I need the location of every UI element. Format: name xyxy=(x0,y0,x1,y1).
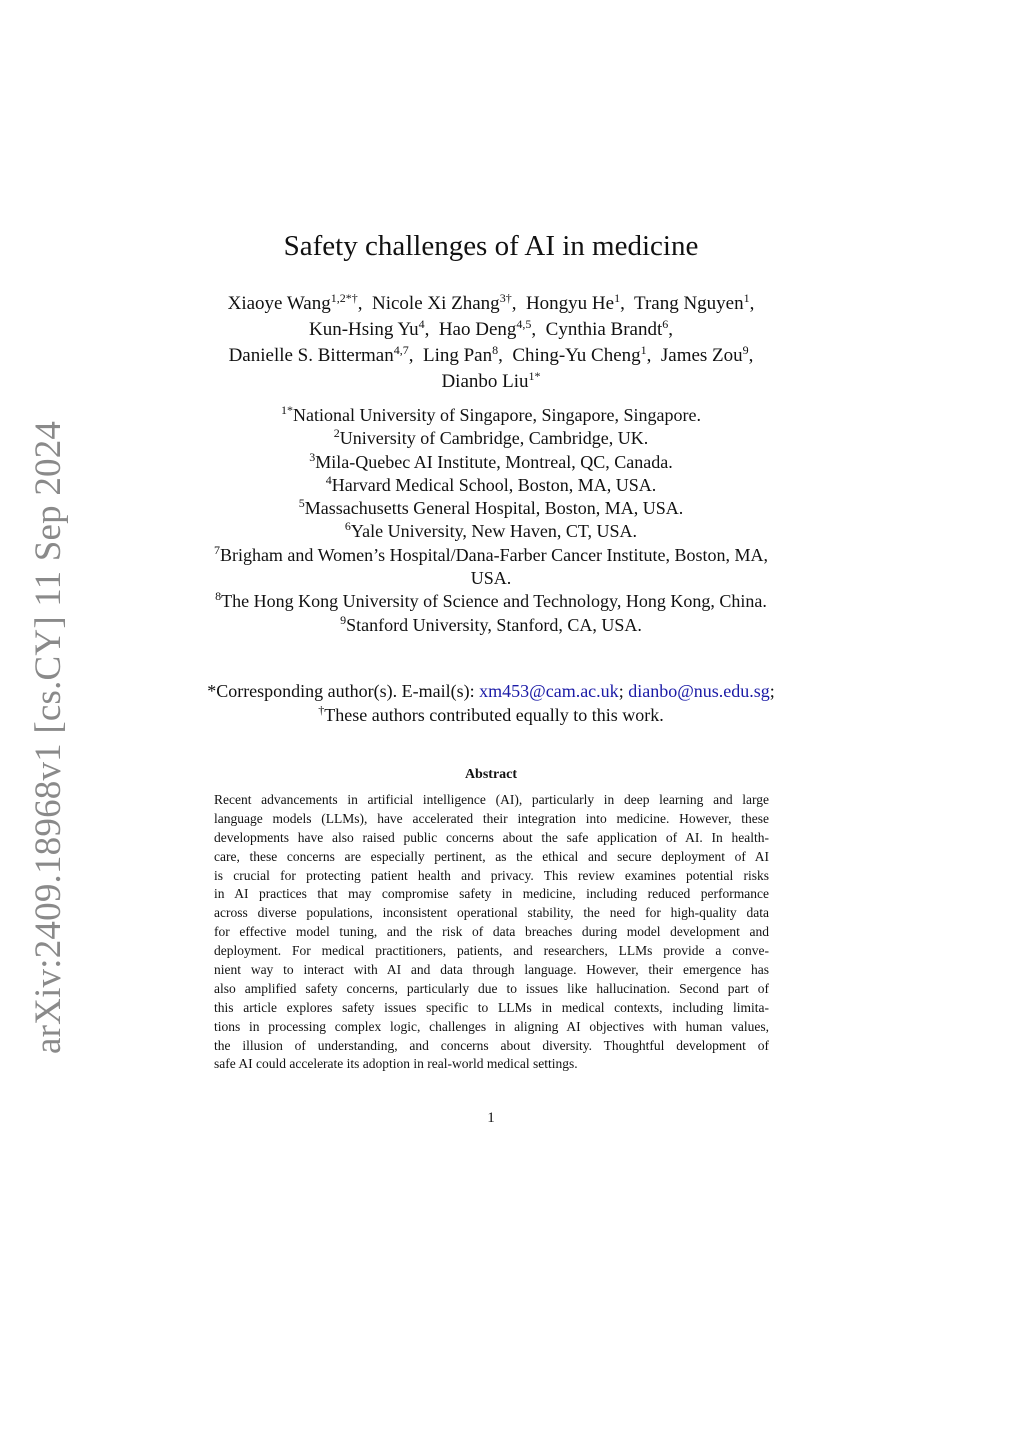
author-name: Nicole Xi Zhang xyxy=(372,293,500,314)
affiliation-text: Brigham and Women’s Hospital/Dana-Farber Cancer Institute, Boston, MA, xyxy=(219,544,769,565)
affiliation-mark: 2 xyxy=(333,426,340,441)
author-name: James Zou xyxy=(660,345,743,366)
author xyxy=(546,319,669,340)
author xyxy=(661,345,749,366)
author-name: Hongyu He xyxy=(525,293,615,314)
affiliation-text: Massachusetts General Hospital, Boston, MA, USA. xyxy=(304,498,684,519)
affiliation-text: National University of Singapore, Singapore, Singapore. xyxy=(293,405,701,425)
email-link[interactable]: dianbo@nus.edu.sg xyxy=(628,681,770,701)
affiliation-list xyxy=(0,404,982,637)
author-affiliation-mark: 1 xyxy=(640,343,647,357)
author-name: Ling Pan xyxy=(422,345,493,366)
abstract-line: tions in processing complex logic, challenges in aligning AI objectives with human values, xyxy=(214,1018,769,1034)
author xyxy=(634,293,750,314)
abstract-line: safe AI could accelerate its adoption in real-world medical settings. xyxy=(214,1056,578,1072)
author xyxy=(512,345,646,366)
affiliation xyxy=(0,474,982,497)
abstract-line: also amplified safety concerns, particularly due to issues like hallucination. Second part of xyxy=(214,980,769,996)
affiliation-text: Yale University, New Haven, CT, USA. xyxy=(350,521,638,542)
author-list xyxy=(0,291,982,395)
author-name: Danielle S. Bitterman xyxy=(228,345,394,366)
affiliation-text: Harvard Medical School, Boston, MA, USA. xyxy=(331,474,657,495)
affiliation-mark: 1* xyxy=(281,403,294,417)
abstract-line: the illusion of understanding, and concerns about diversity. Thoughtful development of xyxy=(214,1037,769,1053)
correspondence-block xyxy=(0,679,982,727)
affiliation-mark: 9 xyxy=(340,612,347,627)
author-name: Xiaoye Wang xyxy=(227,293,331,314)
affiliation-text: The Hong Kong University of Science and Technology, Hong Kong, China. xyxy=(221,591,767,612)
affiliation xyxy=(0,497,982,520)
author-name: Trang Nguyen xyxy=(634,293,744,314)
author xyxy=(441,371,540,392)
affiliation-mark: 4 xyxy=(325,472,332,487)
author-name: Ching-Yu Cheng xyxy=(512,345,641,366)
abstract-line: deployment. For medical practitioners, patients, and researchers, LLMs provide a conve- xyxy=(214,943,769,959)
author xyxy=(309,319,425,340)
author-name: Cynthia Brandt xyxy=(545,319,663,340)
author xyxy=(439,319,532,340)
affiliation-mark: 8 xyxy=(215,589,222,604)
author-line xyxy=(0,369,982,395)
author-affiliation-mark: 4,5 xyxy=(516,317,532,331)
abstract-line: across diverse populations, inconsistent operational stability, the need for high-quality data xyxy=(214,905,769,921)
author-affiliation-mark: 4 xyxy=(418,317,425,331)
paper-title: Safety challenges of AI in medicine xyxy=(283,230,699,262)
abstract-line: is crucial for protecting patient health and privacy. This review examines potential risks xyxy=(214,867,769,883)
author xyxy=(423,345,498,366)
author-affiliation-mark: 3† xyxy=(499,291,512,305)
affiliation-text: University of Cambridge, Cambridge, UK. xyxy=(339,428,649,449)
author xyxy=(229,345,409,366)
author-line: Xiaoye Wang$^{1,2*\dagger}$, Nicole Xi Zhang$^{3\dagger}$, Hongyu He$^1$, Trang Nguyen$^1$, xyxy=(227,291,755,314)
affiliation-mark: 5 xyxy=(298,496,305,511)
correspondence-prefix: *Corresponding author(s). E-mail(s): xyxy=(207,681,480,701)
author-line: Kun-Hsing Yu$^4$, Hao Deng$^{4,5}$, Cynthia Brandt$^6$, xyxy=(308,317,674,340)
abstract-line: nient way to interact with AI and data through language. However, their emergence has xyxy=(214,962,769,978)
affiliation xyxy=(0,451,982,474)
author-affiliation-mark: 4,7 xyxy=(393,343,409,357)
abstract-line: in AI practices that may compromise safety in medicine, including reduced performance xyxy=(214,886,769,902)
author-affiliation-mark: 1 xyxy=(743,291,750,305)
arxiv-identifier-stamp: arXiv:2409.18968v1 [cs.CY] 11 Sep 2024 xyxy=(28,420,69,1054)
affiliation xyxy=(0,614,982,637)
author xyxy=(228,293,358,314)
author xyxy=(372,293,512,314)
author-affiliation-mark: 1 xyxy=(614,291,621,305)
email-separator: ; xyxy=(618,681,629,701)
affiliation-mark: 7 xyxy=(213,542,220,557)
page-number: 1 xyxy=(487,1110,495,1126)
author-name: Hao Deng xyxy=(438,319,517,340)
author-affiliation-mark: 8 xyxy=(492,343,499,357)
affiliation xyxy=(0,544,982,567)
author-affiliation-mark: 9 xyxy=(742,343,749,357)
abstract-heading: Abstract xyxy=(464,767,518,782)
author-line: Danielle S. Bitterman$^{4,7}$, Ling Pan$^8$, Ching-Yu Cheng$^1$, James Zou$^9$, xyxy=(228,343,754,366)
affiliation xyxy=(0,404,982,427)
abstract-body xyxy=(214,791,769,1074)
affiliation-text: USA. xyxy=(470,568,512,589)
author-affiliation-mark: 1* xyxy=(528,369,541,383)
author-affiliation-mark: 6 xyxy=(662,317,669,331)
abstract-line: for effective model tuning, and the risk of data breaches during model development and xyxy=(214,924,769,940)
author-affiliation-mark: 1,2*† xyxy=(330,291,358,305)
affiliation-mark: 3 xyxy=(309,449,316,464)
author-name: Kun-Hsing Yu xyxy=(308,319,419,340)
dagger-mark: † xyxy=(318,703,325,717)
abstract-line: care, these concerns are especially pertinent, as the ethical and secure deployment of AI xyxy=(214,848,769,864)
affiliation-text: Mila-Quebec AI Institute, Montreal, QC, Canada. xyxy=(315,451,673,472)
affiliation xyxy=(0,427,982,450)
email-link[interactable]: xm453@cam.ac.uk xyxy=(479,681,619,701)
affiliation-text: Stanford University, Stanford, CA, USA. xyxy=(346,614,642,635)
abstract-line: developments have also raised public concerns about the safe application of AI. In health- xyxy=(214,829,769,845)
abstract-line: this article explores safety issues specific to LLMs in medical contexts, including limita- xyxy=(214,999,769,1015)
equal-contribution-text: These authors contributed equally to this work. xyxy=(324,705,664,725)
email-suffix: ; xyxy=(769,681,775,701)
equal-contribution-note xyxy=(0,703,982,727)
abstract-line: Recent advancements in artificial intelligence (AI), particularly in deep learning and large xyxy=(214,792,769,807)
abstract-line: language models (LLMs), have accelerated their integration into medicine. However, these xyxy=(214,810,769,826)
corresponding-authors-line xyxy=(0,679,982,703)
author-name: Dianbo Liu xyxy=(441,371,529,392)
author xyxy=(526,293,620,314)
affiliation xyxy=(0,567,982,590)
affiliation xyxy=(0,590,982,613)
affiliation-mark: 6 xyxy=(344,519,351,534)
affiliation xyxy=(0,520,982,543)
